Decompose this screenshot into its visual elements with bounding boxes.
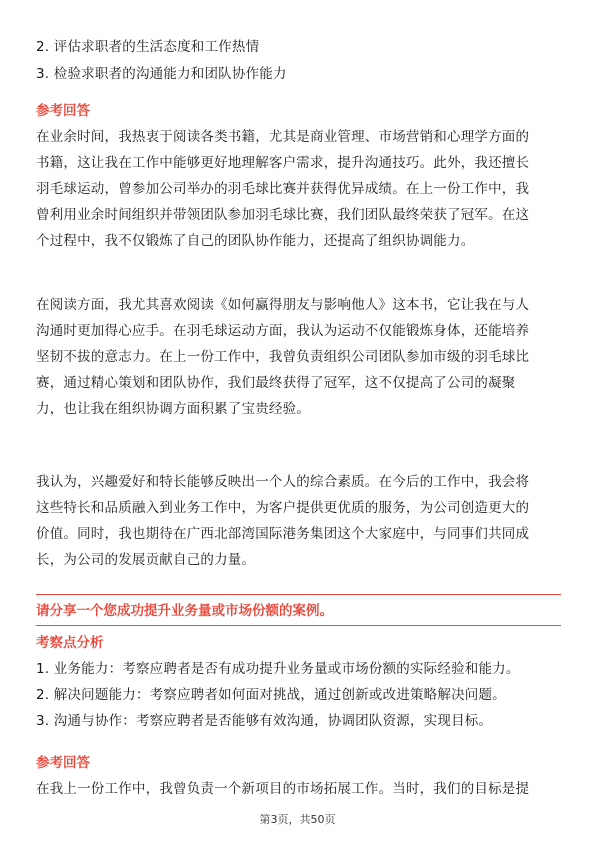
- analysis-list: [36, 656, 520, 734]
- paragraph-line: 个过程中，我不仅锻炼了自己的团队协作能力，还提高了组织协调能力。: [36, 233, 475, 249]
- list-item: 2. 评估求职者的生活态度和工作热情: [36, 39, 260, 55]
- paragraph-line: 赛，通过精心策划和团队协作，我们最终获得了冠军，这不仅提高了公司的凝聚: [36, 375, 516, 391]
- paragraph-line: 沟通时更加得心应手。在羽毛球运动方面，我认为运动不仅能锻炼身体，还能培养: [36, 323, 530, 339]
- paragraph-line: 羽毛球运动，曾参加公司举办的羽毛球比赛并获得优异成绩。在上一份工作中，我: [36, 181, 530, 197]
- list-item: 3. 沟通与协作：考察应聘者是否能够有效沟通，协调团队资源，实现目标。: [36, 713, 493, 729]
- answer-heading: 参考回答: [36, 103, 90, 119]
- list-item: 3. 检验求职者的沟通能力和团队协作能力: [36, 66, 287, 82]
- paragraph-line: 价值。同时，我也期待在广西北部湾国际港务集团这个大家庭中，与同事们共同成: [36, 526, 530, 542]
- list-item: 1. 业务能力：考察应聘者是否有成功提升业务量或市场份额的实际经验和能力。: [36, 661, 520, 677]
- analysis-heading: 考察点分析: [36, 635, 104, 651]
- page-number: 第3页，共50页: [259, 813, 336, 826]
- paragraph-line: 我认为，兴趣爱好和特长能够反映出一个人的综合素质。在今后的工作中，我会将: [36, 474, 530, 490]
- section-divider: [36, 594, 561, 595]
- section-divider: [36, 625, 561, 626]
- paragraph-line: 在我上一份工作中，我曾负责一个新项目的市场拓展工作。当时，我们的目标是提: [36, 781, 530, 797]
- paragraph-line: 书籍，这让我在工作中能够更好地理解客户需求，提升沟通技巧。此外，我还擅长: [36, 155, 530, 171]
- answer-paragraph-3: [36, 469, 529, 573]
- paragraph-line: 曾利用业余时间组织并带领团队参加羽毛球比赛，我们团队最终荣获了冠军。在这: [36, 207, 530, 223]
- list-item: 2. 解决问题能力：考察应聘者如何面对挑战，通过创新或改进策略解决问题。: [36, 687, 506, 703]
- paragraph-line: 在业余时间，我热衷于阅读各类书籍，尤其是商业管理、市场营销和心理学方面的: [36, 129, 530, 145]
- answer-paragraph-2: [36, 292, 529, 422]
- paragraph-line: 在阅读方面，我尤其喜欢阅读《如何赢得朋友与影响他人》这本书，它让我在与人: [36, 297, 530, 313]
- answer-paragraph: [36, 776, 529, 802]
- question-title: 请分享一个您成功提升业务量或市场份额的案例。: [36, 603, 333, 619]
- answer-paragraph-1: [36, 124, 529, 254]
- paragraph-line: 力，也让我在组织协调方面积累了宝贵经验。: [36, 401, 310, 417]
- answer-heading: 参考回答: [36, 755, 90, 771]
- criteria-list: [36, 34, 287, 87]
- paragraph-line: 这些特长和品质融入到业务工作中，为客户提供更优质的服务，为公司创造更大的: [36, 500, 530, 516]
- paragraph-line: 坚韧不拔的意志力。在上一份工作中，我曾负责组织公司团队参加市级的羽毛球比: [36, 349, 530, 365]
- paragraph-line: 长，为公司的发展贡献自己的力量。: [36, 552, 256, 568]
